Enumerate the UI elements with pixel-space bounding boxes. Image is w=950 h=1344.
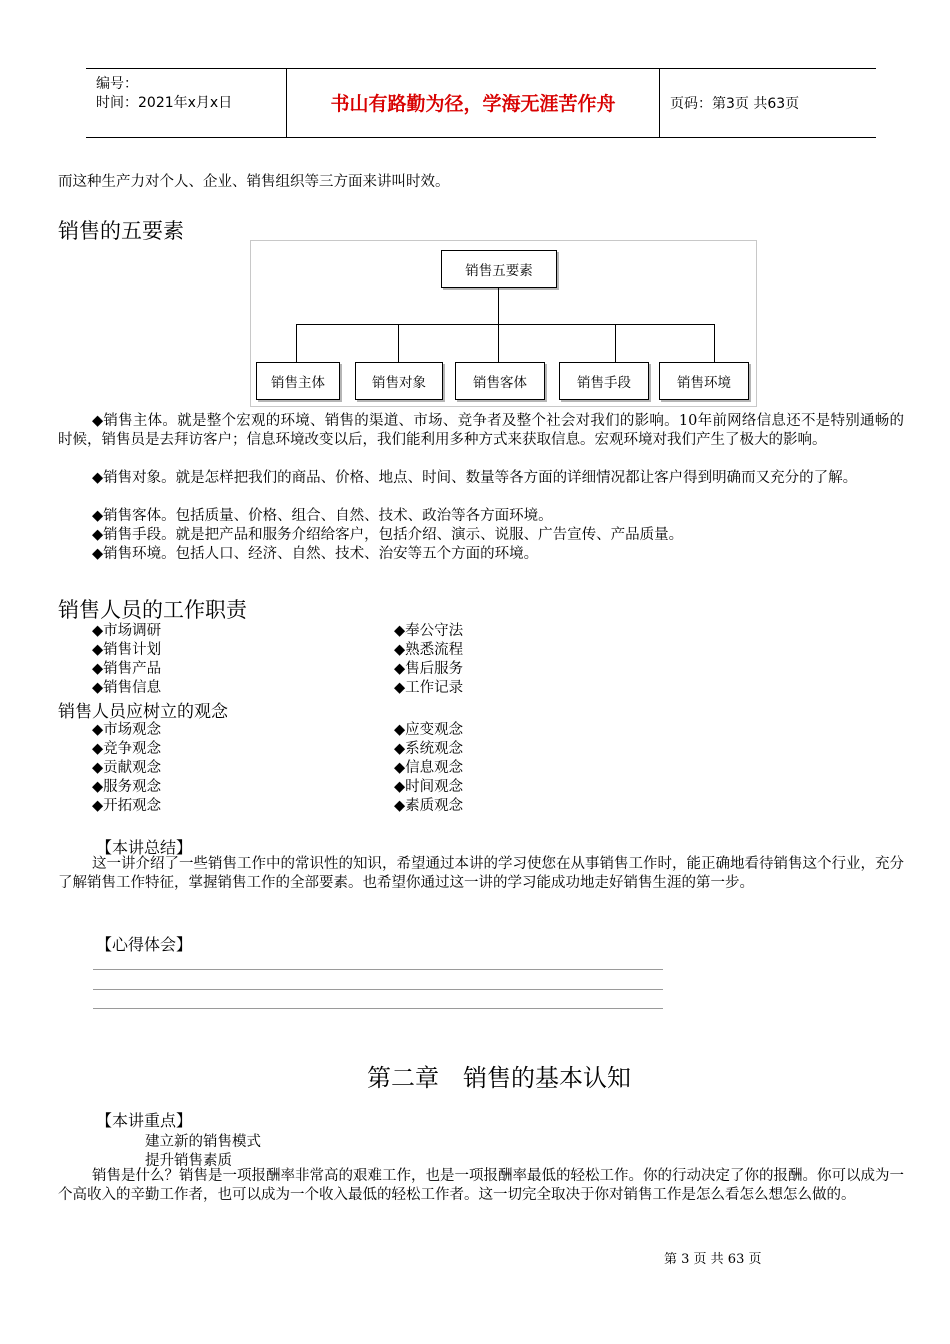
intro-line: 而这种生产力对个人、企业、销售组织等三方面来讲叫时效。 [58, 174, 450, 190]
list-item: ◆服务观念 [92, 779, 162, 795]
header-meta-cell [86, 69, 287, 137]
list-item: ◆信息观念 [394, 760, 464, 776]
diagram-child-node: 销售对象 [355, 362, 443, 400]
diagram-connector [398, 324, 399, 362]
list-item: ◆销售产品 [92, 661, 162, 677]
summary-label: 【本讲总结】 [96, 838, 193, 857]
focus-item: 建立新的销售模式 [145, 1134, 261, 1150]
page-info: 页码：第3页 共63页 [670, 96, 800, 112]
section-title-five-elements: 销售的五要素 [58, 219, 184, 243]
diagram-child-node: 销售主体 [256, 362, 340, 400]
section-title-concepts: 销售人员应树立的观念 [58, 702, 228, 722]
diagram-connector [296, 324, 297, 362]
list-item: ◆市场调研 [92, 623, 162, 639]
list-item: ◆销售计划 [92, 642, 162, 658]
diagram-child-node: 销售手段 [559, 362, 649, 400]
page-footer: 第 3 页 共 63 页 [664, 1252, 762, 1267]
list-item: ◆开拓观念 [92, 798, 162, 814]
reflection-line [93, 969, 663, 970]
motto: 书山有路勤为径，学海无涯苦作舟 [330, 93, 616, 115]
date-label: 时间：2021年x月x日 [96, 95, 233, 111]
section-title-duties: 销售人员的工作职责 [58, 598, 247, 622]
chapter-body: 销售是什么？销售是一项报酬率非常高的艰难工作，也是一项报酬率最低的轻松工作。你的行动决定了你的报酬。你可以成为一个高收入的辛勤工作者，也可以成为一个收入最低的轻松工作者。这一切完全取决于你对销售工作是怎么看怎么想怎么做的。 [58, 1168, 904, 1203]
diagram-connector [615, 324, 616, 362]
reflection-line [93, 1008, 663, 1009]
reflection-label: 【心得体会】 [96, 935, 193, 954]
diagram-child-node: 销售客体 [455, 362, 545, 400]
reflection-line [93, 989, 663, 990]
list-item: ◆素质观念 [394, 798, 464, 814]
list-item: ◆售后服务 [394, 661, 464, 677]
list-item: ◆奉公守法 [394, 623, 464, 639]
header-page-cell [660, 69, 876, 137]
list-item: ◆销售信息 [92, 680, 162, 696]
five-elements-diagram [250, 240, 757, 407]
list-item: ◆时间观念 [394, 779, 464, 795]
page-header [86, 68, 876, 138]
diagram-child-node: 销售环境 [659, 362, 749, 400]
diagram-connector [498, 324, 499, 362]
diagram-connector [296, 324, 714, 325]
diagram-connector [498, 287, 499, 324]
diagram-root-node: 销售五要素 [441, 250, 557, 288]
focus-item: 提升销售素质 [145, 1153, 232, 1169]
paragraph-means: ◆销售手段。就是把产品和服务介绍给客户，包括介绍、演示、说服、广告宣传、产品质量。 [92, 527, 684, 543]
list-item: ◆熟悉流程 [394, 642, 464, 658]
paragraph-environment: ◆销售环境。包括人口、经济、自然、技术、治安等五个方面的环境。 [92, 546, 539, 562]
summary-text: 这一讲介绍了一些销售工作中的常识性的知识，希望通过本讲的学习使您在从事销售工作时，能正确地看待销售这个行业，充分了解销售工作特征，掌握销售工作的全部要素。也希望你通过这一讲的学习能成功地走好销售生涯的第一步。 [58, 856, 904, 891]
focus-label: 【本讲重点】 [96, 1111, 193, 1130]
list-item: ◆系统观念 [394, 741, 464, 757]
list-item: ◆工作记录 [394, 680, 464, 696]
list-item: ◆竞争观念 [92, 741, 162, 757]
paragraph-object: ◆销售对象。就是怎样把我们的商品、价格、地点、时间、数量等各方面的详细情况都让客户得到明确而又充分的了解。 [92, 470, 858, 486]
list-item: ◆应变观念 [394, 722, 464, 738]
list-item: ◆贡献观念 [92, 760, 162, 776]
paragraph-subject: ◆销售主体。就是整个宏观的环境、销售的渠道、市场、竞争者及整个社会对我们的影响。10年前网络信息还不是特别通畅的时候，销售员是去拜访客户；信息环境改变以后，我们能利用多种方式来获取信息。宏观环境对我们产生了极大的影响。 [58, 413, 904, 448]
chapter-title: 第二章 销售的基本认知 [367, 1064, 631, 1092]
diagram-connector [714, 324, 715, 362]
header-motto-cell [287, 69, 660, 137]
list-item: ◆市场观念 [92, 722, 162, 738]
paragraph-object-body: ◆销售客体。包括质量、价格、组合、自然、技术、政治等各方面环境。 [92, 508, 553, 524]
number-label: 编号： [96, 76, 138, 92]
